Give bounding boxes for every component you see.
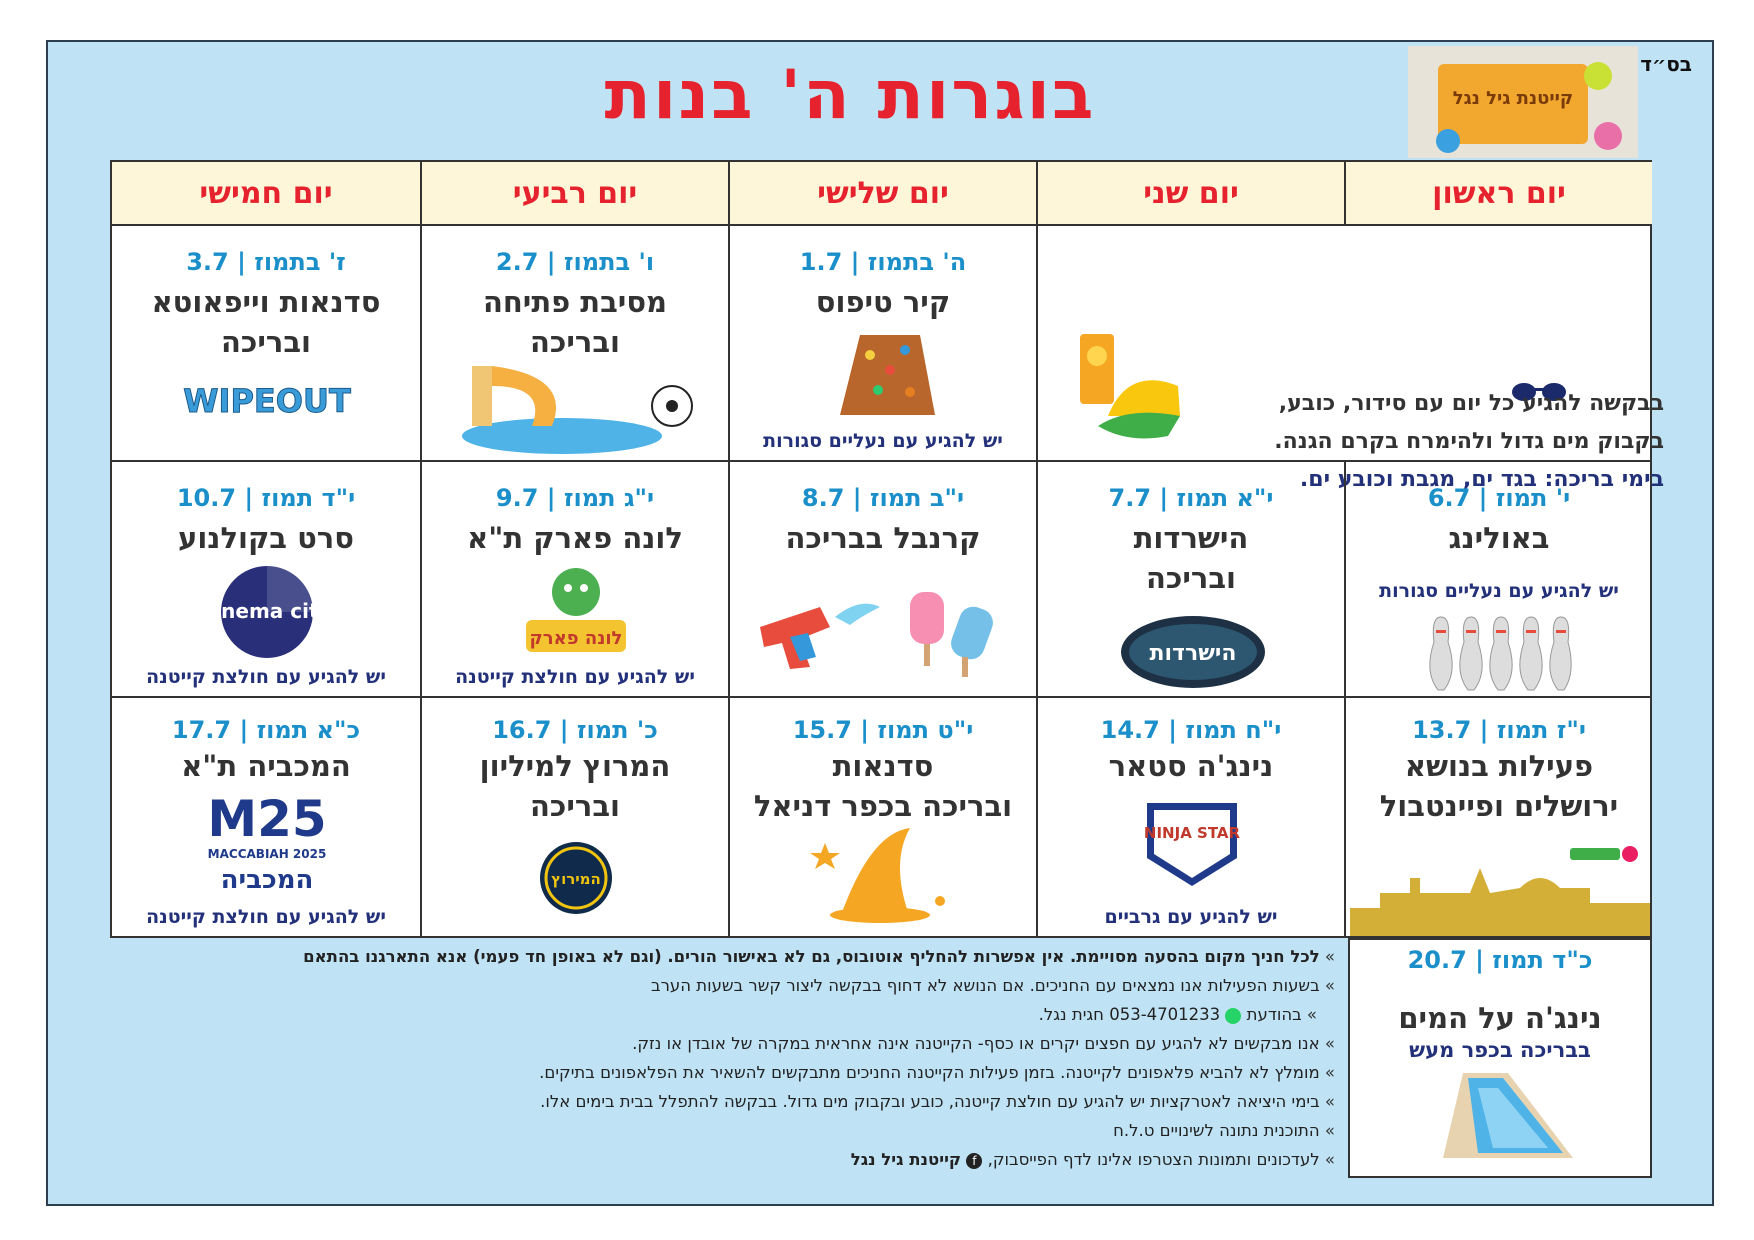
- cell-date: כ"ד תמוז | 20.7: [1407, 946, 1593, 974]
- maccabiah-logo-subtitle: MACCABIAH 2025: [207, 847, 327, 861]
- day-cell-3-7: [112, 226, 422, 462]
- day-header-sunday: יום ראשון: [1346, 162, 1652, 226]
- cell-date: כ' תמוז | 16.7: [492, 716, 658, 744]
- cell-note: יש להגיע עם חולצת קייטנה: [146, 666, 386, 688]
- note-item: » בימי היציאה לאטרקציות יש להגיע עם חולצת קייטנה, כובע ובקבוק מים גדול. בבקשה להתפלל בבית בימים אלו.: [95, 1087, 1335, 1116]
- day-cell-16-7: [422, 698, 730, 938]
- cell-activity: המכביה ת"א: [181, 749, 351, 783]
- schedule-grid: [110, 160, 1664, 938]
- cell-activity: סדנאות וייפאוטא: [151, 285, 381, 319]
- sunscreen-cap-icon: [1068, 326, 1198, 446]
- day-cell-1-7: [730, 226, 1038, 462]
- note-item: » אנו מבקשים לא להגיע עם חפצים יקרים או כסף- הקייטנה אינה אחראית במקרה של אובדן או נזק.: [95, 1029, 1335, 1058]
- cell-activity: פעילות בנושא: [1404, 749, 1594, 783]
- info-line-3: בימי בריכה: בגד ים, מגבת וכובע ים.: [1299, 467, 1664, 492]
- cell-date: י' תמוז | 6.7: [1427, 484, 1571, 512]
- ninja-star-logo-text: NINJA STAR: [1143, 824, 1241, 842]
- cell-date: י"ד תמוז | 10.7: [176, 484, 356, 512]
- day-cell-14-7: [1038, 698, 1346, 938]
- cell-date: ז' בתמוז | 3.7: [186, 248, 346, 276]
- note-item: » התוכנית נתונה לשינויים ט.ל.ח: [95, 1116, 1335, 1145]
- cell-date: י"ב תמוז | 8.7: [801, 484, 965, 512]
- bowling-pins-icon: [1426, 612, 1576, 692]
- day-cell-15-7: [730, 698, 1038, 938]
- cell-activity: הישרדות: [1133, 521, 1249, 555]
- cell-activity-2: ירושלים ופיינטבול: [1379, 789, 1619, 823]
- facebook-icon: f: [966, 1153, 982, 1169]
- camp-logo-art: [1408, 46, 1638, 158]
- maccabiah-logo-hebrew: המכביה: [220, 865, 314, 895]
- cell-activity: קרנבל בבריכה: [785, 521, 981, 555]
- info-line-1: בבקשה להגיע כל יום עם סידור, כובע,: [1278, 391, 1664, 416]
- cell-activity: סדנאות: [832, 749, 934, 783]
- camp-logo-text: קייטנת גיל נגל: [1452, 88, 1574, 109]
- wipeout-logo-text: WIPEOUT: [183, 382, 351, 420]
- water-slide-icon: [452, 356, 702, 456]
- day-cell-2-7: [422, 226, 730, 462]
- cell-note: יש להגיע עם חולצת קייטנה: [455, 666, 695, 688]
- day-cell-20-7: [1348, 938, 1652, 1178]
- note-item: » בהודעת 053-4701233 חגית נגל.: [95, 1000, 1335, 1029]
- day-header-wednesday: יום רביעי: [422, 162, 730, 226]
- cell-activity-2: בבריכה בכפר מעש: [1409, 1038, 1591, 1062]
- jerusalem-paintball-icon: [1350, 838, 1650, 938]
- cell-activity: לונה פארק ת"א: [467, 521, 683, 555]
- cell-activity-2: ובריכה: [530, 325, 620, 359]
- cell-date: י"ג תמוז | 9.7: [495, 484, 655, 512]
- cell-activity: המרוץ למיליון: [479, 749, 671, 783]
- cell-activity-2: ובריכה: [530, 789, 620, 823]
- cell-date: י"ט תמוז | 15.7: [792, 716, 974, 744]
- climbing-wall-icon: [830, 330, 940, 420]
- cell-activity: נינג'ה סטאר: [1108, 749, 1274, 783]
- day-cell-10-7: [112, 462, 422, 698]
- facebook-page-link[interactable]: קייטנת גיל נגל: [850, 1150, 962, 1169]
- cell-note: יש להגיע עם נעליים סגורות: [1379, 580, 1619, 602]
- cell-activity: באולינג: [1448, 521, 1550, 555]
- maccabiah-logo-text: M25: [207, 790, 327, 848]
- cell-activity: נינג'ה על המים: [1398, 1001, 1602, 1035]
- cell-note: יש להגיע עם גרביים: [1104, 906, 1278, 928]
- whatsapp-icon: [1225, 1008, 1241, 1024]
- day-cell-8-7: [730, 462, 1038, 698]
- survivor-logo: [1118, 612, 1268, 692]
- cell-note: יש להגיע עם נעליים סגורות: [763, 430, 1003, 452]
- luna-park-logo-text: לונה פארק: [529, 628, 623, 649]
- survivor-logo-text: הישרדות: [1149, 641, 1237, 666]
- cell-activity-2: ובריכה: [221, 325, 311, 359]
- cell-date: ה' בתמוז | 1.7: [799, 248, 967, 276]
- day-cell-17-7: [112, 698, 422, 938]
- water-slide-ramp-icon: [1438, 1068, 1578, 1168]
- day-cell-9-7: [422, 462, 730, 698]
- cell-date: י"א תמוז | 7.7: [1108, 484, 1274, 512]
- day-cell-6-7: [1346, 462, 1652, 698]
- note-item: » לכל חניך מקום בהסעה מסויימת. אין אפשרות להחליף אוטובוס, גם לא באישור הורים. (וגם לא באופן חד פעמי) אנא התארגנו בהתאם: [95, 942, 1335, 971]
- wipeout-logo: [172, 376, 362, 426]
- notes-list: [95, 942, 1335, 1174]
- cell-note: יש להגיע עם חולצת קייטנה: [146, 906, 386, 928]
- ninja-star-logo: [1142, 798, 1242, 888]
- wizard-hat-icon: [810, 823, 960, 923]
- day-header-tuesday: יום שלישי: [730, 162, 1038, 226]
- cell-date: י"ז תמוז | 13.7: [1412, 716, 1586, 744]
- bsd-mark: בס״ד: [1640, 52, 1692, 76]
- luna-park-logo: [516, 562, 636, 662]
- note-item: » בשעות הפעילות אנו נמצאים עם החניכים. אם הנושא לא דחוף בבקשה ליצור קשר בשעות הערב: [95, 971, 1335, 1000]
- cinema-city-logo-text: cinema city: [202, 599, 332, 623]
- cell-activity-2: ובריכה: [1146, 561, 1236, 595]
- day-cell-7-7: [1038, 462, 1346, 698]
- day-cell-13-7: [1346, 698, 1652, 938]
- camp-logo: [1408, 46, 1638, 158]
- note-item: » מומלץ לא להביא פלאפונים לקייטנה. בזמן פעילות הקייטנה החניכים מתבקשים להשאיר את הפלאפונים בתיקים.: [95, 1058, 1335, 1087]
- cell-activity: מסיבת פתיחה: [482, 285, 668, 319]
- cell-activity-2: ובריכה בכפר דניאל: [753, 789, 1013, 823]
- day-header-monday: יום שני: [1038, 162, 1346, 226]
- note-item: » לעדכונים ותמונות הצטרפו אלינו לדף הפייסבוק, f קייטנת גיל נגל: [95, 1145, 1335, 1174]
- cinema-city-logo: [182, 562, 352, 662]
- race-logo: [526, 838, 626, 918]
- info-line-2: בקבוק מים גדול ולהימרח בקרם הגנה.: [1274, 429, 1664, 454]
- cell-date: כ"א תמוז | 17.7: [171, 716, 361, 744]
- maccabiah-logo: [182, 786, 352, 896]
- page-title: בוגרות ה' בנות: [604, 56, 1096, 135]
- cell-activity: סרט בקולנוע: [178, 521, 354, 555]
- day-header-thursday: יום חמישי: [112, 162, 422, 226]
- cell-activity: קיר טיפוס: [815, 285, 951, 319]
- cell-date: י"ח תמוז | 14.7: [1100, 716, 1282, 744]
- water-gun-icecream-icon: [750, 577, 1020, 677]
- cell-date: ו' בתמוז | 2.7: [495, 248, 655, 276]
- race-logo-text: המירוץ: [551, 870, 601, 888]
